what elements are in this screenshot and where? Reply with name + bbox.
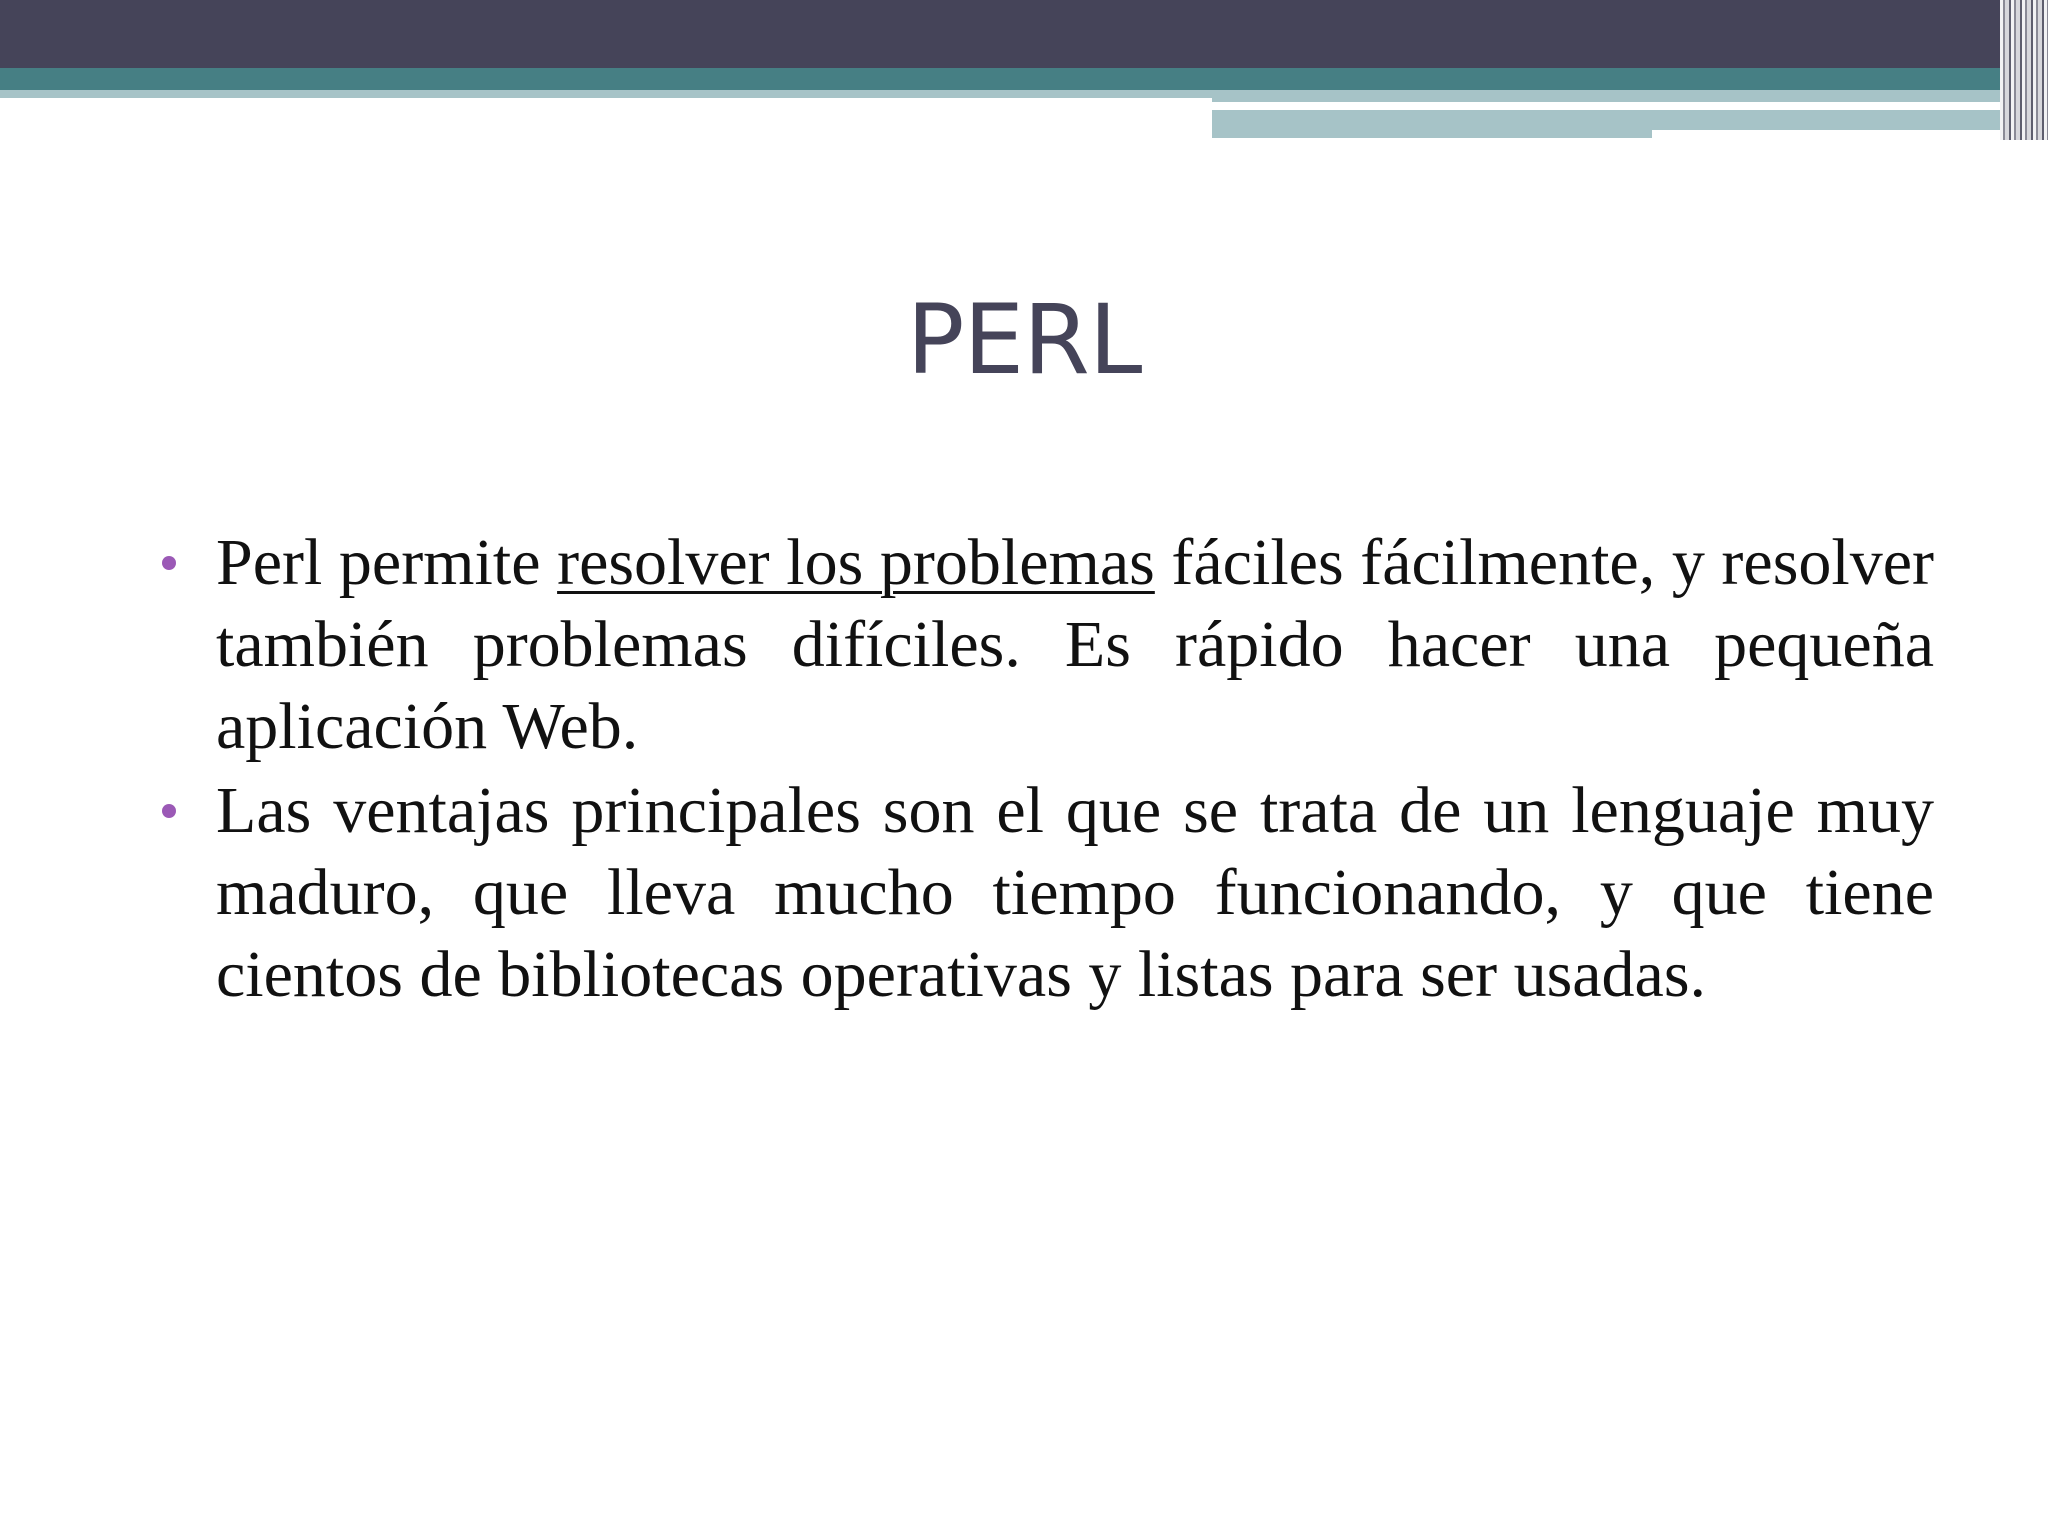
- header-band-light-right-top: [1212, 90, 2012, 102]
- bullet-dot-icon: [162, 804, 176, 818]
- header-band-light-left: [0, 90, 1212, 98]
- header-band-step: [1652, 130, 2012, 138]
- slide-title: PERL: [906, 284, 1142, 396]
- bullet-item-2: [150, 770, 1934, 1016]
- bullet-list: [150, 522, 1934, 1018]
- bullet-1-text-start: Perl permite: [216, 526, 558, 599]
- bullet-2-text: Las ventajas principales son el que se trata de un lenguaje muy maduro, que lleva mucho tiempo funcionando, y que tiene cientos de bibliotecas operativas y listas para ser usadas.: [216, 774, 1934, 1011]
- bullet-dot-icon: [162, 556, 176, 570]
- bullet-1-text-end: fáciles fácilmente, y resolver también problemas difíciles. Es rápido hacer una pequeña aplicación Web.: [216, 526, 1934, 763]
- header-vertical-stripes: [2000, 0, 2048, 140]
- header-band-teal: [0, 68, 2048, 90]
- bullet-item-1: [150, 522, 1934, 768]
- header-band-dark: [0, 0, 2048, 68]
- bullet-1-underlined-link[interactable]: resolver los problemas: [557, 526, 1155, 599]
- header-white-line: [1212, 102, 1896, 110]
